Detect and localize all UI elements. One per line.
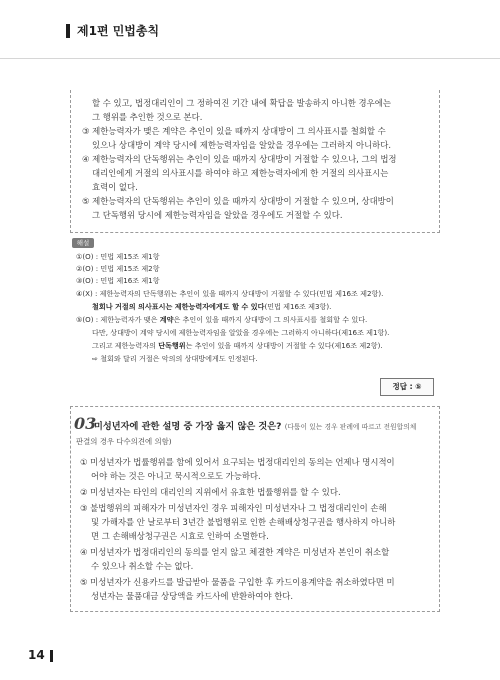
explanation-line-9: ⇨ 철회와 달리 거절은 악의의 상대방에게도 인정된다. [92,354,258,363]
prev-line-8: ⑤ 제한능력자의 단독행위는 추인이 있을 때까지 상대방이 거절할 수 있으며, 상대방이 [82,196,394,206]
choice-4-line-1: ④ 미성년자가 법정대리인의 동의를 얻지 않고 체결한 계약은 미성년자 본인이 취소할 [80,547,390,557]
page-header [0,0,500,59]
question-text-continued: 판결의 경우 다수의견에 의함) [76,437,172,446]
page-number: 14 [28,648,45,662]
explanation-line-5-a: 철회나 거절의 의사표시는 [92,302,175,311]
choice-3-line-3: 면 그 손해배상청구권은 시효로 인하여 소멸한다. [91,531,269,541]
explanation-line-5-c: (민법 제16조 제3항). [264,302,332,311]
explanation-line-6-a: ⑤(O) : 제한능력자가 맺은 [76,315,160,324]
page-number-bar [50,650,53,662]
section-title: 제1편 민법총칙 [77,24,160,38]
question-text [94,418,416,432]
explanation-line-2: ②(O) : 민법 제15조 제2항 [76,264,160,273]
explanation-line-6-c: 은 추인이 있을 때까지 상대방이 그 의사표시를 철회할 수 있다. [173,315,368,324]
explanation-line-8-b: 단독행위 [158,341,186,350]
choice-3-line-1: ③ 불법행위의 피해자가 미성년자인 경우 피해자인 미성년자나 그 법정대리인이 손해 [80,503,387,513]
explanation-line-6-b: 계약 [159,315,174,324]
explanation-line-4: ④(X) : 제한능력자의 단독행위는 추인이 있을 때까지 상대방이 거절할 수 있다(민법 제16조 제2항). [76,289,384,298]
prev-line-6: 대리인에게 거절의 의사표시를 하여야 하고 제한능력자에게 한 거절의 의사표시는 [92,168,389,178]
explanation-tag: 해설 [72,238,94,248]
explanation-line-5-b: 제한능력자에게도 할 수 있다 [174,302,265,311]
prev-line-4: 있으나 상대방이 계약 당시에 제한능력자임을 알았을 경우에는 그러하지 아니하다. [92,140,392,150]
prev-line-5: ④ 제한능력자의 단독행위는 추인이 있을 때까지 상대방이 거절할 수 있으나, 그의 법정 [82,154,397,164]
answer-box: 정답 : ⑤ [380,378,434,396]
question-stem: 미성년자에 관한 설명 중 가장 옳지 않은 것은? [94,421,282,432]
choice-2: ② 미성년자는 타인의 대리인의 지위에서 유효한 법률행위를 할 수 있다. [80,487,341,497]
choice-5-line-1: ⑤ 미성년자가 신용카드를 발급받아 물품을 구입한 후 카드이용계약을 취소하였다면 미 [80,577,395,587]
choice-5-line-2: 성년자는 물품대금 상당액을 카드사에 반환하여야 한다. [91,591,294,601]
prev-line-7: 효력이 없다. [92,182,138,192]
choice-4-line-2: 수 있으나 취소할 수는 없다. [91,561,194,571]
prev-line-3: ③ 제한능력자가 맺은 계약은 추인이 있을 때까지 상대방이 그 의사표시를 철회할 수 [82,126,386,136]
explanation-line-8-c: 는 추인이 있을 때까지 상대방이 거절할 수 있다(제16조 제2항). [185,341,383,350]
explanation-line-8-a: 그리고 제한능력자의 [92,341,159,350]
prev-line-2: 그 행위를 추인한 것으로 본다. [92,112,203,122]
explanation-line-5 [92,302,331,312]
choice-1-line-1: ① 미성년자가 법률행위를 함에 있어서 요구되는 법정대리인의 동의는 언제나 명시적이 [80,457,395,467]
explanation-line-7: 다만, 상대방이 계약 당시에 제한능력자임을 알았을 경우에는 그러하지 아니하다(제16조 제1항). [92,328,390,337]
choice-3-line-2: 및 가해자를 안 날로부터 3년간 불법행위로 인한 손해배상청구권을 행사하지 아니하 [91,517,396,527]
prev-line-9: 그 단독행위 당시에 제한능력자임을 알았을 경우에도 거절할 수 있다. [92,210,343,220]
explanation-line-6 [76,315,367,325]
prev-line-1: 할 수 있고, 법정대리인이 그 정하여진 기간 내에 확답을 발송하지 아니한 경우에는 [92,98,391,108]
explanation-line-1: ①(O) : 민법 제15조 제1항 [76,252,160,261]
header-bar [66,24,70,38]
choice-1-line-2: 어야 하는 것은 아니고 묵시적으로도 가능하다. [91,471,261,481]
explanation-line-8 [92,341,383,351]
question-number: 03 [74,414,97,433]
question-note: (다툼이 있는 경우 판례에 따르고 전원합의체 [284,423,417,431]
explanation-line-3: ③(O) : 민법 제16조 제1항 [76,276,160,285]
